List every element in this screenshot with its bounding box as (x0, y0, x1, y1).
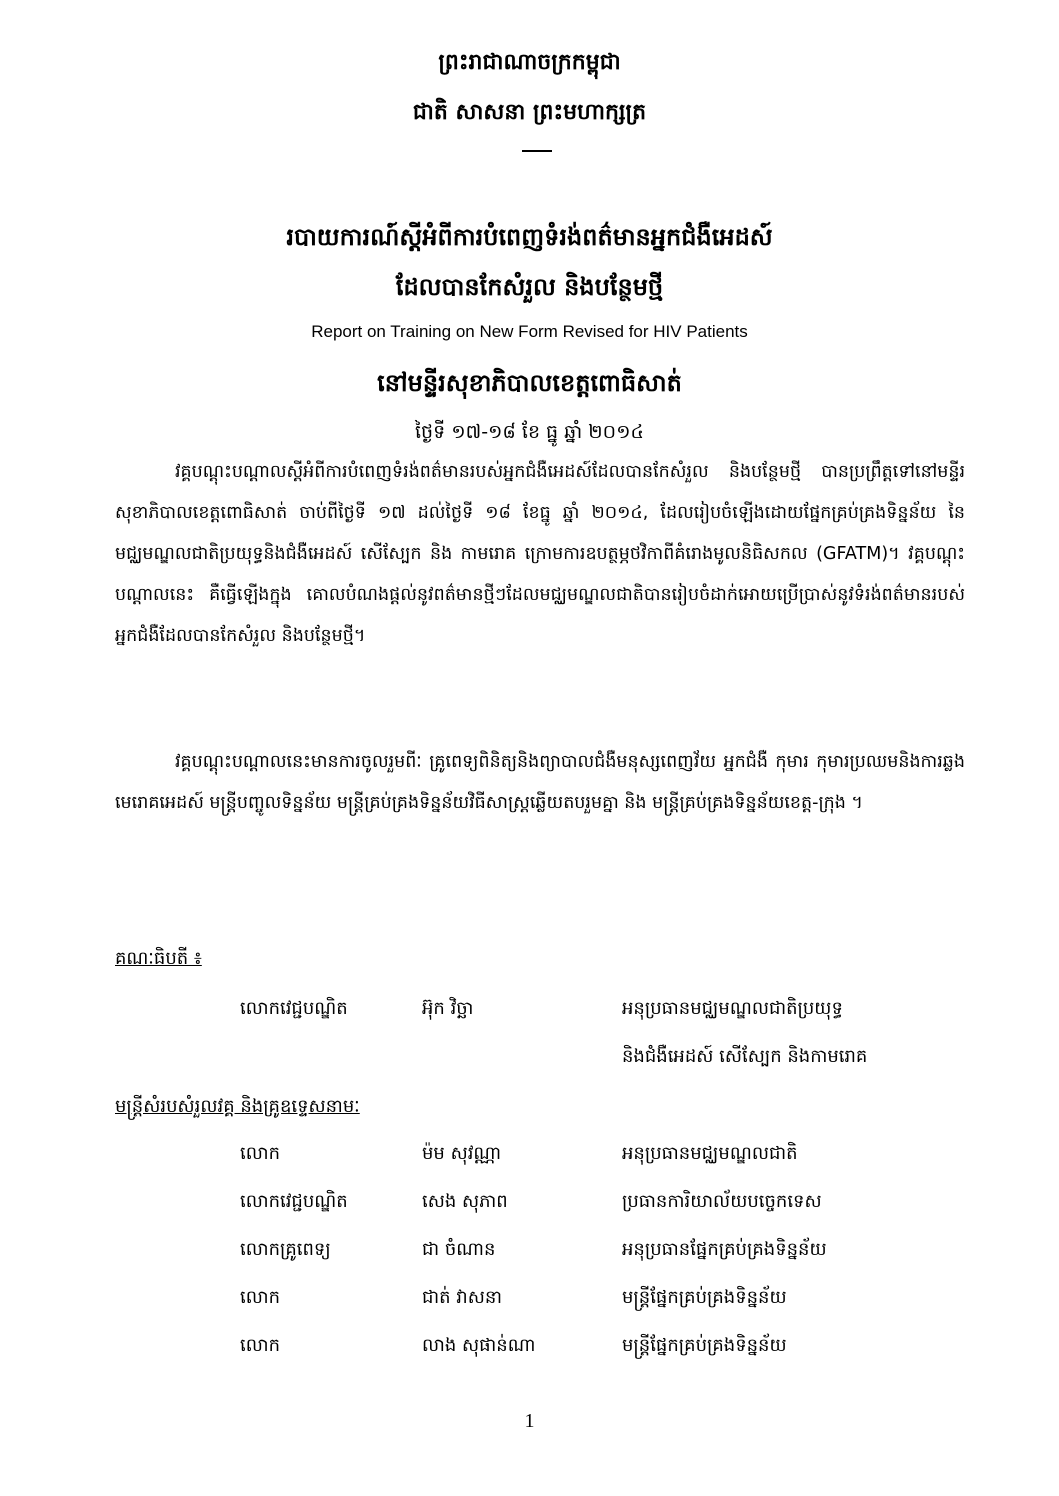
row-title: លោកវេជ្ជបណ្ឌិត (240, 1191, 348, 1212)
report-title-line1: របាយការណ៍ស្តីអំពីការបំពេញទំរង់ពត៌មានអ្នកជំងឺអេដស៍ (286, 223, 773, 251)
table-row (0, 1044, 1059, 1084)
report-title-english: Report on Training on New Form Revised for HIV Patients (311, 322, 748, 341)
paragraph-participants: វគ្គបណ្តុះបណ្តាលនេះមានការចូលរួមពីៈ គ្រូពេទ្យពិនិត្យនិងព្យាបាលជំងឺមនុស្សពេញវ័យ អ្នកជំងឺ កុមារ កុមារប្រឈមនិងការឆ្លងមេរោគអេដស៍ មន្ត្រីបញ្ចូលទិន្នន័យ មន្ត្រីគ្រប់គ្រងទិន្នន័យវិធីសាស្ត្រឆ្លើយតបរួមគ្នា និង មន្ត្រីគ្រប់គ្រងទិន្នន័យខេត្ត-ក្រុង ។ (115, 752, 965, 813)
table-row (0, 996, 1059, 1036)
row-name: ជា ចំណាន (422, 1239, 496, 1260)
row-title: លោក (240, 1287, 280, 1308)
table-row (0, 1189, 1059, 1229)
table-row (0, 1285, 1059, 1325)
row-position: អនុប្រធានផ្នែកគ្រប់គ្រងទិន្នន័យ (622, 1239, 827, 1260)
staff-heading: មន្ត្រីសំរបសំរួលវគ្គ និងគ្រូឧទ្ទេសនាមៈ (115, 1096, 360, 1117)
row-position: និងជំងឺអេដស៍ សើស្បែក និងកាមរោគ (622, 1046, 868, 1067)
row-name: លាង សុផាន់ណា (422, 1335, 536, 1356)
table-row (0, 1141, 1059, 1181)
row-title: លោក (240, 1335, 280, 1356)
table-row (0, 1333, 1059, 1373)
motto-header: ជាតិ សាសនា ព្រះមហាក្សត្រ (412, 100, 647, 125)
divider (522, 150, 552, 152)
paragraph-intro: វគ្គបណ្តុះបណ្តាលស្តីអំពីការបំពេញទំរង់ពត៌មានរបស់អ្នកជំងឺអេដស៍ដែលបានកែសំរួល និងបន្ថែមថ្មី បានប្រព្រឹត្តទៅនៅមន្ទីរសុខាភិបាលខេត្តពោធិសាត់ ចាប់ពីថ្ងៃទី ១៧ ដល់ថ្ងៃទី ១៨ ខែធ្នូ ឆ្នាំ ២០១៤, ដែលរៀបចំឡើងដោយផ្នែកគ្រប់គ្រងទិន្នន័យ នៃមជ្ឈមណ្ឌលជាតិប្រយុទ្ធនិងជំងឺអេដស៍ សើស្បែក និង កាមរោគ ក្រោមការឧបត្ថម្ភថវិកាពីគំរោងមូលនិធិសកល (GFATM)។ វគ្គបណ្តុះបណ្តាលនេះ គឺធ្វើឡើងក្នុង គោលបំណងផ្តល់នូវពត៌មានថ្មីៗដែលមជ្ឈមណ្ឌលជាតិបានរៀបចំដាក់អោយប្រើប្រាស់នូវទំរង់ពត៌មានរបស់អ្នកជំងឺដែលបានកែសំរួល និងបន្ថែមថ្មី។ (115, 462, 965, 646)
page-number: 1 (524, 1410, 535, 1432)
row-position: មន្ត្រីផ្នែកគ្រប់គ្រងទិន្នន័យ (622, 1335, 787, 1356)
row-title: លោកវេជ្ជបណ្ឌិត (240, 998, 348, 1019)
row-title: លោកគ្រូពេទ្យ (240, 1239, 331, 1260)
report-date: ថ្ងៃទី ១៧-១៨ ខែ ធ្នូ ឆ្នាំ ២០១៤ (415, 421, 644, 443)
table-row (0, 1237, 1059, 1277)
row-name: ម៉ម សុវណ្ណា (422, 1143, 502, 1164)
presidium-heading: គណៈធិបតី ៖ (115, 948, 202, 969)
row-title: លោក (240, 1143, 280, 1164)
row-position: អនុប្រធានមជ្ឈមណ្ឌលជាតិប្រយុទ្ធ (622, 998, 843, 1019)
kingdom-header: ព្រះរាជាណាចក្រកម្ពុជា (438, 50, 621, 75)
report-location: នៅមន្ទីរសុខាភិបាលខេត្តពោធិសាត់ (377, 369, 682, 397)
report-title-line2: ដែលបានកែសំរួល និងបន្ថែមថ្មី (395, 273, 664, 301)
row-name: អ៊ុក វិច្ឆា (422, 998, 474, 1019)
row-position: មន្ត្រីផ្នែកគ្រប់គ្រងទិន្នន័យ (622, 1287, 787, 1308)
row-position: ប្រធានការិយាល័យបច្ចេកទេស (622, 1191, 822, 1212)
row-name: ជាត់ វាសនា (422, 1287, 502, 1308)
row-position: អនុប្រធានមជ្ឈមណ្ឌលជាតិ (622, 1143, 798, 1164)
row-name: សេង សុភាព (422, 1191, 508, 1212)
